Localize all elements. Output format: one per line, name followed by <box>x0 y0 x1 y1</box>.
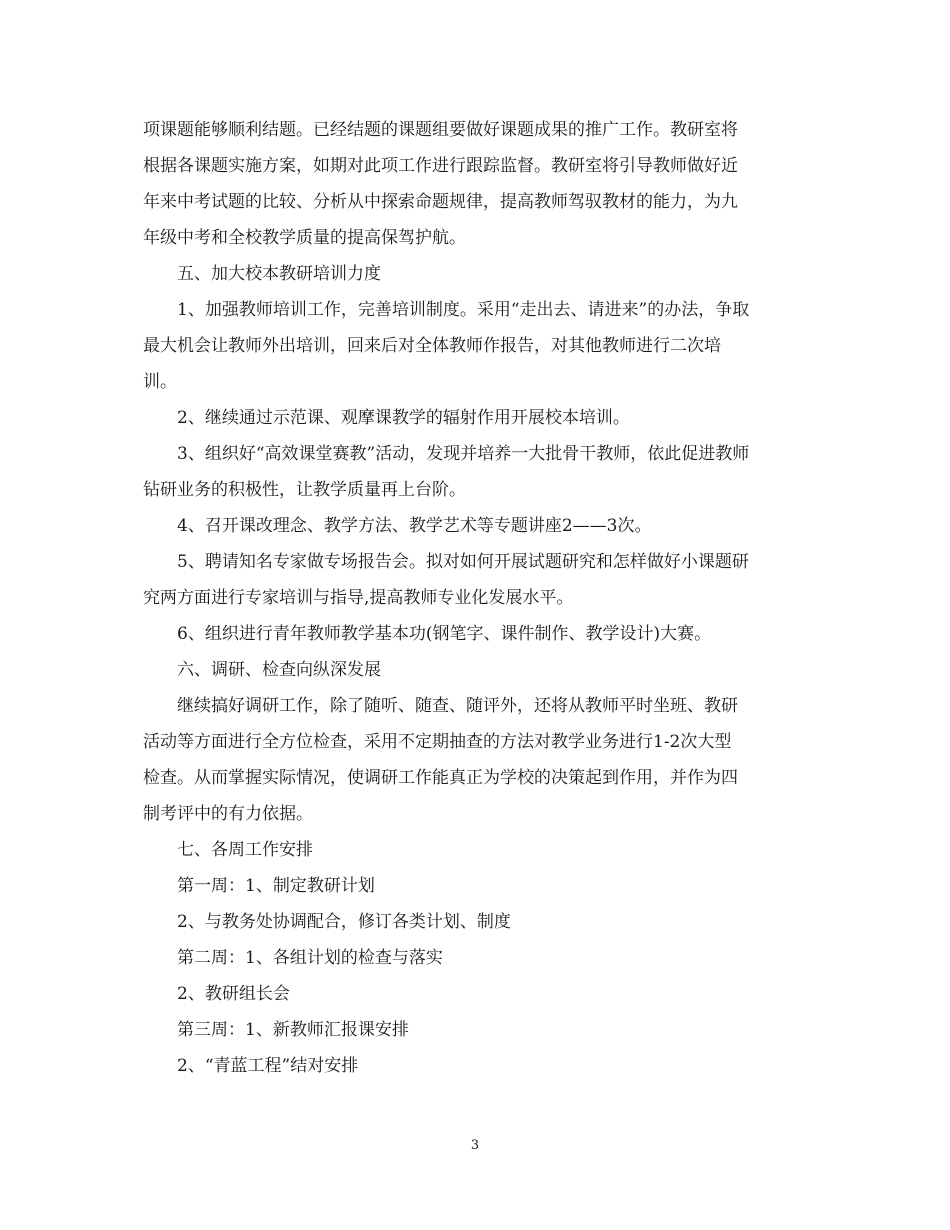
text-line: 4、召开课改理念、教学方法、教学艺术等专题讲座2——3次。 <box>177 516 652 536</box>
text-line: 1、加强教师培训工作，完善培训制度。采用“走出去、请进来”的办法，争取 <box>177 300 750 320</box>
text-line: 2、继续通过示范课、观摩课教学的辐射作用开展校本培训。 <box>177 408 630 428</box>
text-line: 第一周：1、制定教研计划 <box>177 876 375 896</box>
paragraph <box>143 1048 815 1084</box>
text-line: 项课题能够顺利结题。已经结题的课题组要做好课题成果的推广工作。教研室将 <box>143 120 738 140</box>
text-line: 七、各周工作安排 <box>177 840 313 860</box>
text-line: 六、调研、检查向纵深发展 <box>177 660 381 680</box>
text-line: 训。 <box>143 372 177 392</box>
text-line: 究两方面进行专家培训与指导,提高教师专业化发展水平。 <box>143 588 574 608</box>
text-line: 2、“青蓝工程”结对安排 <box>177 1056 359 1076</box>
paragraph <box>143 544 815 616</box>
text-line: 五、加大校本教研培训力度 <box>177 264 381 284</box>
paragraph <box>143 868 815 904</box>
paragraph <box>143 976 815 1012</box>
paragraph <box>143 508 815 544</box>
text-line: 继续搞好调研工作，除了随听、随查、随评外，还将从教师平时坐班、教研 <box>177 696 738 716</box>
paragraph <box>143 904 815 940</box>
text-line: 制考评中的有力依据。 <box>143 804 313 824</box>
text-line: 6、组织进行青年教师教学基本功(钢笔字、课件制作、教学设计)大赛。 <box>177 624 712 644</box>
paragraph <box>143 688 815 832</box>
page-number: 3 <box>470 1138 480 1153</box>
paragraph <box>143 436 815 508</box>
text-line: 3、组织好“高效课堂赛教”活动，发现并培养一大批骨干教师，依此促进教师 <box>177 444 750 464</box>
text-line: 2、教研组长会 <box>177 984 290 1004</box>
text-line: 年来中考试题的比较、分析从中探索命题规律，提高教师驾驭教材的能力，为九 <box>143 192 738 212</box>
text-line: 活动等方面进行全方位检查，采用不定期抽查的方法对教学业务进行1-2次大型 <box>143 732 732 752</box>
document-body <box>143 112 815 1084</box>
text-line: 根据各课题实施方案，如期对此项工作进行跟踪监督。教研室将引导教师做好近 <box>143 156 738 176</box>
text-line: 5、聘请知名专家做专场报告会。拟对如何开展试题研究和怎样做好小课题研 <box>177 552 749 572</box>
text-line: 第二周：1、各组计划的检查与落实 <box>177 948 443 968</box>
paragraph <box>143 940 815 976</box>
text-line: 钻研业务的积极性，让教学质量再上台阶。 <box>143 480 466 500</box>
paragraph <box>143 256 815 292</box>
paragraph <box>143 112 815 256</box>
paragraph <box>143 1012 815 1048</box>
paragraph <box>143 400 815 436</box>
text-line: 2、与教务处协调配合，修订各类计划、制度 <box>177 912 511 932</box>
paragraph <box>143 832 815 868</box>
text-line: 第三周：1、新教师汇报课安排 <box>177 1020 409 1040</box>
paragraph <box>143 292 815 400</box>
text-line: 检查。从而掌握实际情况，使调研工作能真正为学校的决策起到作用，并作为四 <box>143 768 738 788</box>
paragraph <box>143 616 815 652</box>
text-line: 最大机会让教师外出培训，回来后对全体教师作报告，对其他教师进行二次培 <box>143 336 721 356</box>
paragraph <box>143 652 815 688</box>
text-line: 年级中考和全校教学质量的提高保驾护航。 <box>143 228 466 248</box>
